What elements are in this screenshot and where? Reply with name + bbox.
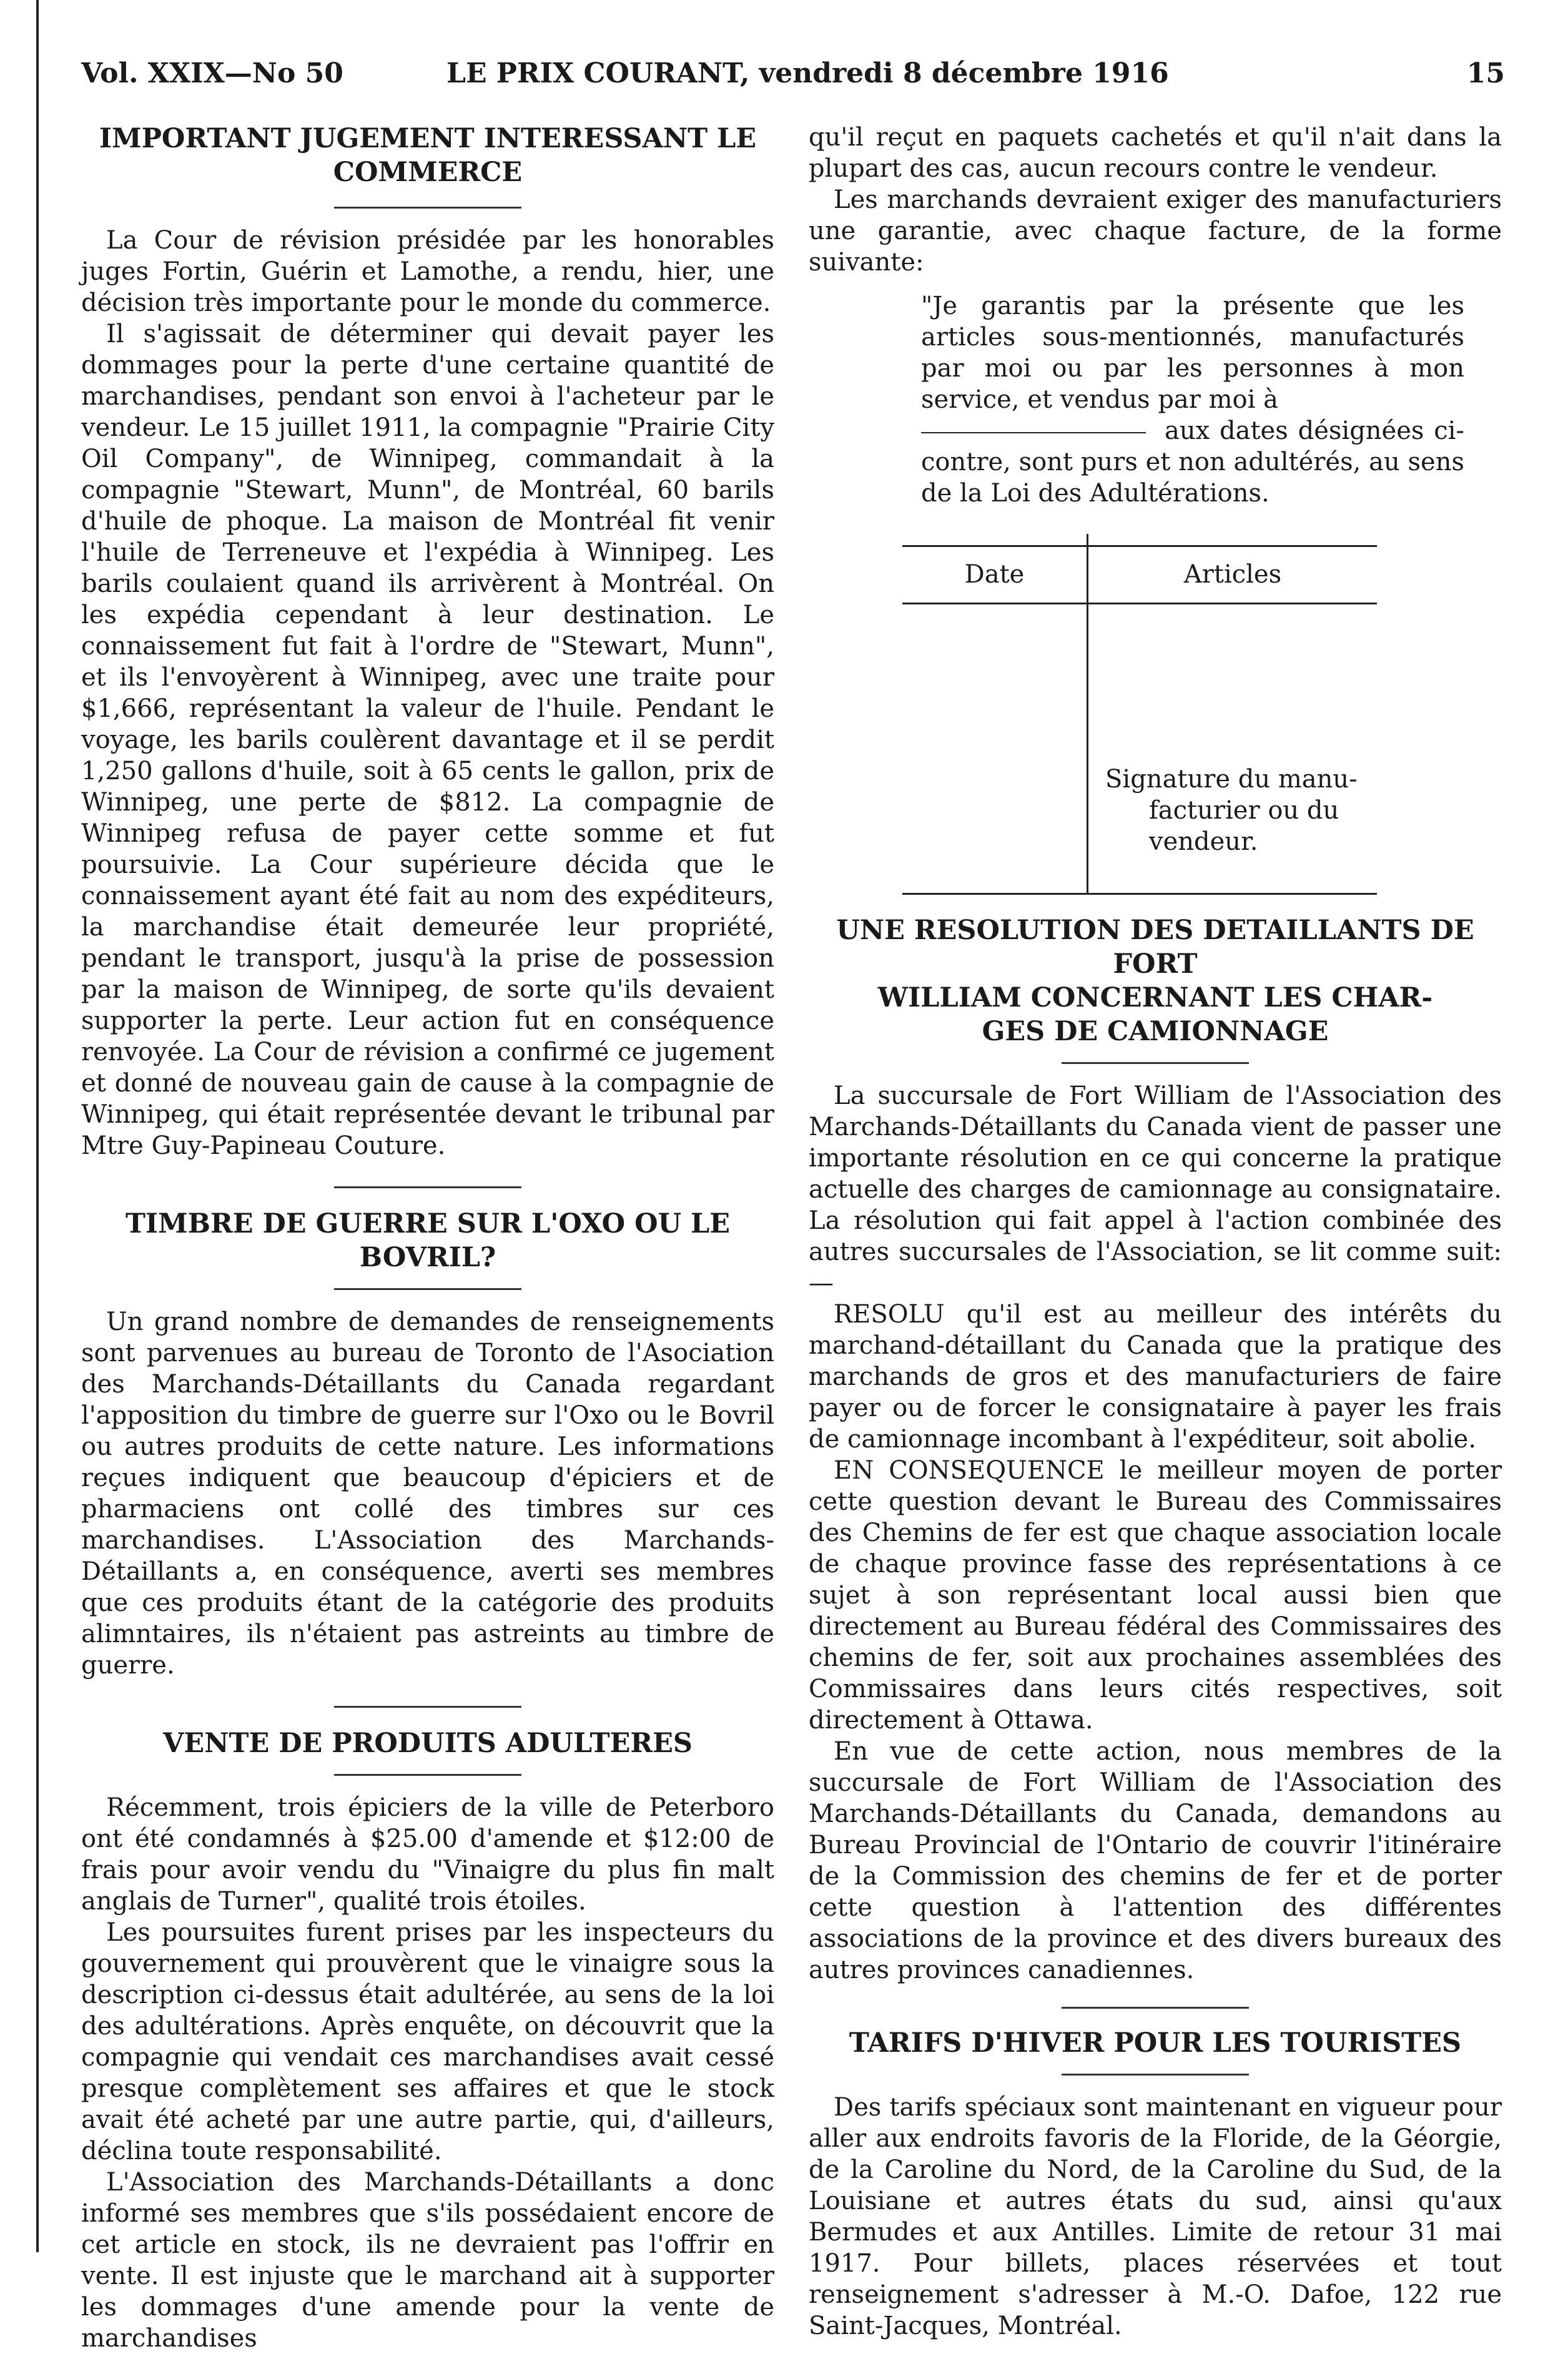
paragraph: Il s'agissait de déterminer qui devait payer les dommages pour la perte d'une certaine quantité de marchandises, pendant son envoi à l'acheteur par le vendeur. Le 15 juillet 1911, la compagnie "Prairie City Oil Company", de Winnipeg, commandait à la compagnie "Stewart, Munn", de Montréal, 60 barils d'huile de phoque. La maison de Montréal fit venir l'huile de Terreneuve et l'expédia à Winnipeg. Les barils coulaient quand ils arrivèrent à Montréal. On les expédia cependant à leur destination. Le connaissement fut fait à l'ordre de "Stewart, Munn", et ils l'envoyèrent à Winnipeg, avec une traite pour $1,666, représentant la valeur de l'huile. Pendant le voyage, les barils coulèrent davantage et il se perdit 1,250 gallons d'huile, soit à 65 cents le gallon, prix de Winnipeg, une perte de $812. La compagnie de Winnipeg refusa de payer cette somme et fut poursuivie. La Cour supérieure décida que le connaissement ayant été fait au nom des expéditeurs, la marchandise était demeurée leur propriété, pendant le transport, jusqu'à la prise de possession par la maison de Winnipeg, de sorte qu'ils devaient supporter la perte. Leur action fut en conséquence renvoyée. La Cour de révision a confirmé ce jugement et donné de nouveau gain de cause à la compagnie de Winnipeg, qui était représentée devant le tribunal par Mtre Guy-Papineau Couture.	[81, 320, 774, 1160]
margin-rule	[36, 0, 39, 2252]
page-number: 15	[1466, 57, 1505, 89]
paragraph: Les marchands devraient exiger des manufacturiers une garantie, avec chaque facture, de la forme suivante:	[809, 185, 1502, 277]
headline-jugement	[81, 122, 774, 189]
signature-line: Signature du manu-	[1105, 765, 1358, 794]
warranty-text-continued	[921, 415, 1464, 509]
form-rule-header	[902, 603, 1377, 604]
article-resolution	[809, 914, 1502, 1986]
headline-resolution	[809, 914, 1502, 1048]
left-column	[81, 122, 774, 2354]
section-rule	[334, 207, 521, 209]
paragraph: RESOLU qu'il est au meilleur des intérêts du marchand-détaillant du Canada que la pratique des marchands de gros et des manufacturiers de faire payer ou de forcer le consignataire à payer les frais de camionnage incombant à l'expéditeur, soit abolie.	[809, 1300, 1502, 1454]
article-vente	[81, 1726, 774, 2354]
section-rule	[334, 1288, 521, 1290]
headline-vente: VENTE DE PRODUITS ADULTERES	[163, 1728, 693, 1759]
signature-line: vendeur.	[1149, 827, 1258, 856]
article-jugement	[81, 122, 774, 1161]
paragraph: La Cour de révision présidée par les honorables juges Fortin, Guérin et Lamothe, a rendu, hier, une décision très importante pour le monde du commerce.	[81, 226, 774, 317]
warranty-text: "Je garantis par la présente que les articles sous-mentionnés, manufacturés par moi ou par les personnes à mon service, et vendus par moi à	[921, 292, 1464, 414]
form-rule-bottom	[902, 893, 1377, 895]
paragraph: Des tarifs spéciaux sont maintenant en vigueur pour aller aux endroits favoris de la Floride, de la Géorgie, de la Caroline du Nord, de la Caroline du Sud, de la Louisiane et autres états du sud, ainsi qu'aux Bermudes et aux Antilles. Limite de retour 31 mai 1917. Pour billets, places réservées et tout renseignement s'adresser à M.-O. Dafoe, 122 rue Saint-Jacques, Montréal.	[809, 2093, 1502, 2340]
warranty-form-table	[902, 545, 1377, 895]
headline-jugement-line2: COMMERCE	[333, 157, 523, 188]
section-rule	[1062, 2007, 1249, 2009]
paragraph: L'Association des Marchands-Détaillants a donc informé ses membres que s'ils possédaient encore de cet article en stock, ils ne devraient pas l'offrir en vente. Il est injuste que le marchand ait à supporter les dommages d'une amende pour la vente de marchandises	[81, 2168, 774, 2353]
paragraph: La succursale de Fort William de l'Association des Marchands-Détaillants du Canada vient de passer une importante résolution en ce qui concerne la pratique actuelle des charges de camionnage au consignataire. La résolution qui fait appel à l'action combinée des autres succursales de l'Association, se lit comme suit:—	[809, 1081, 1502, 1298]
right-column	[809, 122, 1502, 2342]
article-tarifs	[809, 2026, 1502, 2342]
publication-title-date: LE PRIX COURANT, vendredi 8 décembre 1916	[446, 57, 1169, 89]
section-rule	[334, 1774, 521, 1776]
headline-resolution-line3: GES DE CAMIONNAGE	[982, 1016, 1329, 1047]
signature-line: facturier ou du	[1149, 796, 1339, 825]
paragraph: En vue de cette action, nous membres de la succursale de Fort William de l'Association des Marchands-Détaillants du Canada, demandons au Bureau Provincial de l'Ontario de couvrir l'itinéraire de la Commission des chemins de fer et de porter cette question à l'attention des différentes associations de la province et des divers bureaux des autres provinces canadiennes.	[809, 1737, 1502, 1984]
form-header-date: Date	[964, 560, 1025, 589]
article-timbre	[81, 1207, 774, 1681]
article-vente-continued	[809, 122, 1502, 895]
headline-resolution-line2: WILLIAM CONCERNANT LES CHAR-	[877, 982, 1433, 1013]
section-rule	[1062, 1062, 1249, 1064]
headline-jugement-line1: IMPORTANT JUGEMENT INTERESSANT LE	[99, 123, 757, 154]
paragraph: Les poursuites furent prises par les inspecteurs du gouvernement qui prouvèrent que le vinaigre sous la description ci-dessus était adultérée, au sens de la loi des adultérations. Après enquête, on découvrit que la compagnie qui vendait ces marchandises avait cessé presque complètement ses affaires et que le stock avait été acheté par une autre partie, qui, d'ailleurs, déclina toute responsabilité.	[81, 1918, 774, 2165]
warranty-clause	[921, 290, 1464, 509]
section-rule	[1062, 2074, 1249, 2076]
running-head	[81, 57, 1505, 101]
form-signature-label	[1105, 764, 1368, 857]
paragraph: qu'il reçut en paquets cachetés et qu'il n'ait dans la plupart des cas, aucun recours contre le vendeur.	[809, 123, 1502, 183]
blank-fill-line	[921, 432, 1146, 433]
form-header-articles: Articles	[1183, 560, 1282, 589]
section-rule	[334, 1706, 521, 1708]
section-rule	[334, 1186, 521, 1188]
paragraph: EN CONSEQUENCE le meilleur moyen de porter cette question devant le Bureau des Commissaires des Chemins de fer est que chaque association locale de chaque province fasse des représentations à ce sujet à son représentant local aussi bien que directement au Bureau fédéral des Commissaires des chemins de fer, soit aux prochaines assemblées des Commissaires dans leurs cités respectives, soit directement à Ottawa.	[809, 1456, 1502, 1735]
headline-resolution-line1: UNE RESOLUTION DES DETAILLANTS DE FORT	[836, 915, 1474, 980]
volume-number: Vol. XXIX—No 50	[81, 57, 343, 89]
warranty-text-end: aux dates désignées ci-contre, sont purs et non adultérés, au sens de la Loi des Adultérations.	[921, 416, 1464, 508]
headline-timbre: TIMBRE DE GUERRE SUR L'OXO OU LE BOVRIL?	[125, 1208, 731, 1273]
paragraph: Récemment, trois épiciers de la ville de Peterboro ont été condamnés à $25.00 d'amende et $12:00 de frais pour avoir vendu du "Vinaigre du plus fin malt anglais de Turner", qualité trois étoiles.	[81, 1793, 774, 1916]
paragraph: Un grand nombre de demandes de renseignements sont parvenues au bureau de Toronto de l'Asociation des Marchands-Détaillants du Canada regardant l'apposition du timbre de guerre sur l'Oxo ou le Bovril ou autres produits de cette nature. Les informations reçues indiquent que beaucoup d'épiciers et de pharmaciens ont collé des timbres sur ces marchandises. L'Association des Marchands-Détaillants a, en conséquence, averti ses membres que ces produits étant de la catégorie des produits alimntaires, ils n'étaient pas astreints au timbre de guerre.	[81, 1308, 774, 1680]
headline-tarifs: TARIFS D'HIVER POUR LES TOURISTES	[849, 2027, 1462, 2059]
form-rule-top	[902, 545, 1377, 547]
